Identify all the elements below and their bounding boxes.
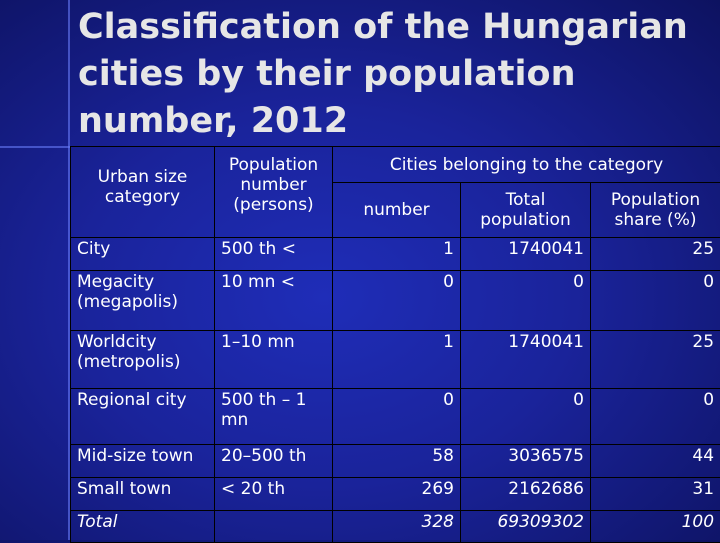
header-row-1 <box>71 147 720 183</box>
row-share: 44 <box>591 445 720 478</box>
horizontal-rule <box>0 146 70 148</box>
row-number: 0 <box>333 271 461 331</box>
row-range: 500 th – 1 mn <box>215 389 333 445</box>
total-population: 69309302 <box>461 511 591 543</box>
row-total: 1740041 <box>461 331 591 389</box>
row-total: 1740041 <box>461 238 591 271</box>
row-category: Megacity (megapolis) <box>71 271 215 331</box>
row-category: City <box>71 238 215 271</box>
total-row <box>71 511 720 543</box>
header-category: Urban size category <box>71 147 215 238</box>
table-row <box>71 331 720 389</box>
row-category: Small town <box>71 478 215 511</box>
row-number: 1 <box>333 331 461 389</box>
total-label: Total <box>71 511 215 543</box>
header-population: Population number (persons) <box>215 147 333 238</box>
row-range: 500 th < <box>215 238 333 271</box>
row-range: < 20 th <box>215 478 333 511</box>
table-row <box>71 389 720 445</box>
header-group: Cities belonging to the category <box>333 147 720 183</box>
row-total: 2162686 <box>461 478 591 511</box>
row-category: Mid-size town <box>71 445 215 478</box>
table-row <box>71 238 720 271</box>
page-title: Classification of the Hungarian cities by their population number, 2012 <box>78 4 708 145</box>
table-row <box>71 478 720 511</box>
row-total: 0 <box>461 271 591 331</box>
classification-table <box>70 146 720 543</box>
row-category: Worldcity (metropolis) <box>71 331 215 389</box>
row-number: 269 <box>333 478 461 511</box>
table-row <box>71 271 720 331</box>
row-range: 1–10 mn <box>215 331 333 389</box>
row-number: 58 <box>333 445 461 478</box>
total-number: 328 <box>333 511 461 543</box>
row-share: 0 <box>591 271 720 331</box>
total-range <box>215 511 333 543</box>
total-share: 100 <box>591 511 720 543</box>
header-number: number <box>333 183 461 238</box>
row-share: 25 <box>591 331 720 389</box>
row-total: 0 <box>461 389 591 445</box>
header-total: Total population <box>461 183 591 238</box>
row-range: 10 mn < <box>215 271 333 331</box>
row-range: 20–500 th <box>215 445 333 478</box>
row-share: 31 <box>591 478 720 511</box>
row-share: 25 <box>591 238 720 271</box>
row-category: Regional city <box>71 389 215 445</box>
row-total: 3036575 <box>461 445 591 478</box>
row-number: 0 <box>333 389 461 445</box>
table-row <box>71 445 720 478</box>
row-number: 1 <box>333 238 461 271</box>
row-share: 0 <box>591 389 720 445</box>
header-share: Population share (%) <box>591 183 720 238</box>
